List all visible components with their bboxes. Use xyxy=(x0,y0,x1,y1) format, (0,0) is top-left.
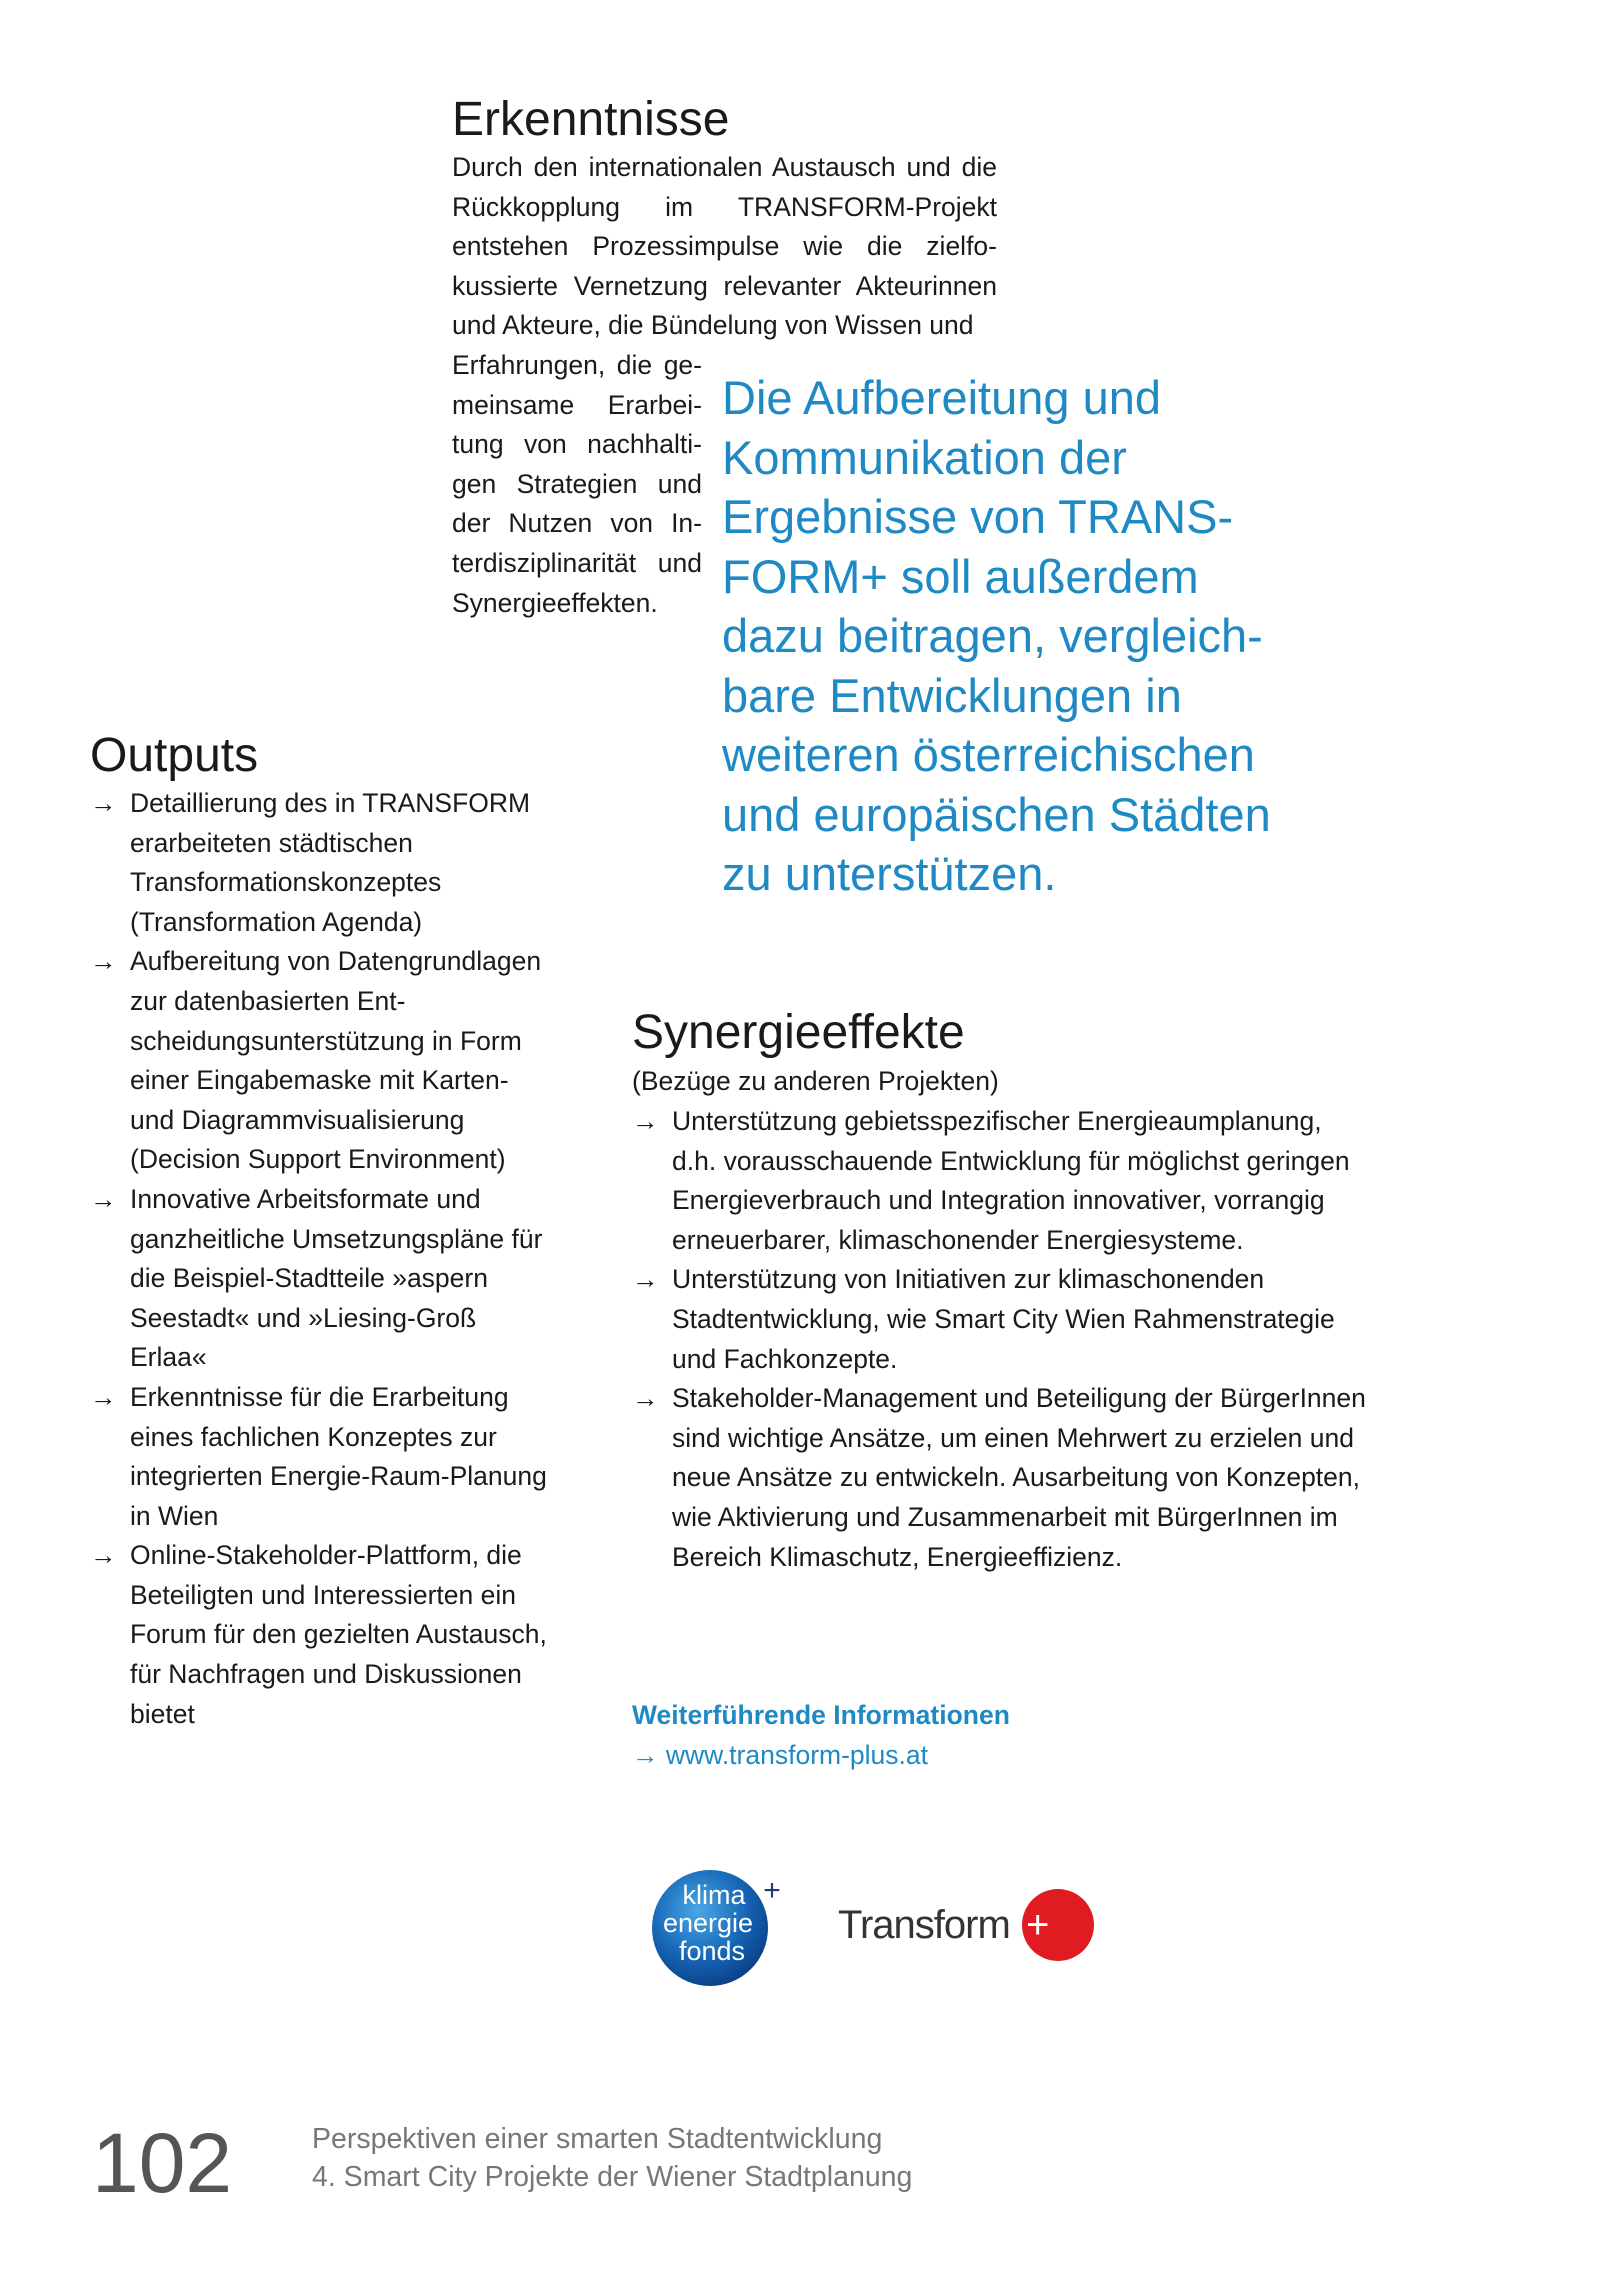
outputs-heading: Outputs xyxy=(90,729,259,782)
further-info-heading: Weiterführende Informationen xyxy=(632,1700,1010,1730)
list-item-text: Unterstützung von Initiativen zur klimaschonenden Stadtentwicklung, wie Smart City Wien Rahmenstrategie und Fachkonzepte. xyxy=(672,1264,1335,1374)
transform-logo-word: Transform xyxy=(838,1903,1010,1947)
list-item xyxy=(632,1379,1367,1577)
transform-logo-plus: + xyxy=(1026,1903,1050,1947)
arrow-right-icon: → xyxy=(632,1264,659,1295)
klima-logo-word: klima xyxy=(682,1880,746,1910)
list-item-text: Unterstützung gebietsspezifischer Energieaumplanung, d.h. vorausschauende Entwicklung für möglichst geringen Energieverbrauch und Integration innovativer, vorrangig erneuerbarer, klimaschonender Energiesysteme. xyxy=(672,1106,1350,1255)
klima-energie-fonds-logo xyxy=(648,1866,798,1990)
synergieeffekte-list xyxy=(632,1102,1367,1577)
list-item-text: Aufbereitung von Datengrundlagen zur datenbasierten Entscheidungsunterstützung in Form einer Eingabemaske mit Karten- und Diagrammvisualisierung (Decision Support Environment) xyxy=(130,946,542,1175)
arrow-right-icon: → xyxy=(90,1381,117,1412)
arrow-right-icon: → xyxy=(90,1183,117,1214)
footer-chapter: 4. Smart City Projekte der Wiener Stadtplanung xyxy=(312,2161,913,2193)
list-item xyxy=(632,1102,1367,1260)
transform-plus-logo xyxy=(836,1880,1102,1970)
list-item-text: Innovative Arbeitsformate und ganzheitliche Umsetzungspläne für die Beispiel-Stadtteile »aspern Seestadt« und »Liesing-Groß Erlaa« xyxy=(130,1183,543,1373)
pull-quote xyxy=(722,368,1352,904)
list-item xyxy=(90,942,550,1180)
pull-quote-line: Kommunikation der xyxy=(722,430,1127,484)
klima-logo-word: fonds xyxy=(678,1936,746,1966)
pull-quote-line: zu unterstützen. xyxy=(722,847,1057,900)
arrow-right-icon: → xyxy=(632,1383,659,1414)
erkenntnisse-paragraph-continued: Erfahrungen, die gemeinsame Erarbeitung von nachhaltigen Strategien und der Nutzen von Interdisziplinarität und Synergieeffekten. xyxy=(452,350,702,618)
arrow-right-icon: → xyxy=(90,788,117,818)
arrow-right-icon: → xyxy=(632,1106,659,1136)
list-item-text: Detaillierung des in TRANSFORM erarbeiteten städtischen Transformationskonzeptes (Transformation Agenda) xyxy=(130,788,531,937)
list-item-text: Online-Stakeholder-Plattform, die Beteiligten und Interessierten ein Forum für den gezielten Austausch, für Nachfragen und Diskussionen bietet xyxy=(130,1540,547,1729)
synergieeffekte-subtitle: (Bezüge zu anderen Projekten) xyxy=(632,1066,999,1096)
footer-title: Perspektiven einer smarten Stadtentwicklung xyxy=(312,2123,883,2155)
list-item xyxy=(90,1180,550,1378)
pull-quote-line: dazu beitragen, vergleich- xyxy=(722,609,1263,662)
erkenntnisse-heading: Erkenntnisse xyxy=(452,93,730,146)
pull-quote-line: weiteren österreichischen xyxy=(722,728,1255,781)
pull-quote-line: Ergebnisse von TRANS- xyxy=(722,490,1234,543)
list-item xyxy=(90,784,550,942)
klima-logo-plus: + xyxy=(763,1874,781,1907)
synergieeffekte-heading: Synergieeffekte xyxy=(632,1006,965,1059)
transform-plus-link[interactable]: → www.transform-plus.at xyxy=(632,1740,928,1770)
klima-logo-word: energie xyxy=(662,1908,754,1938)
list-item xyxy=(90,1378,550,1536)
list-item-text: Erkenntnisse für die Erarbeitung eines fachlichen Konzeptes zur integrierten Energie-Raum-Planung in Wien xyxy=(130,1381,547,1531)
list-item xyxy=(90,1536,550,1734)
arrow-right-icon: → xyxy=(90,946,117,977)
pull-quote-line: bare Entwicklungen in xyxy=(722,668,1182,722)
pull-quote-line: Die Aufbereitung und xyxy=(722,371,1161,424)
outputs-list xyxy=(90,784,550,1734)
list-item-text: Stakeholder-Management und Beteiligung der BürgerInnen sind wichtige Ansätze, um einen Mehrwert zu erzielen und neue Ansätze zu entwickeln. Ausarbeitung von Konzepten, wie Aktivierung und Zusammenarbeit mit BürgerInnen im Bereich Klimaschutz, Energieeffizienz. xyxy=(672,1383,1366,1572)
pull-quote-line: FORM+ soll außerdem xyxy=(722,549,1199,603)
list-item xyxy=(632,1260,1367,1379)
pull-quote-line: und europäischen Städten xyxy=(722,787,1271,841)
erkenntnisse-paragraph: Durch den internationalen Austausch und die Rückkopplung im TRANSFORM-Projekt entstehen Prozessimpulse wie die zielfokussierte Vernetzung relevanter Akteurinnen und Akteure, die Bündelung von Wissen und xyxy=(452,152,997,341)
arrow-right-icon: → xyxy=(90,1540,117,1571)
page-number: 102 xyxy=(92,2116,233,2210)
